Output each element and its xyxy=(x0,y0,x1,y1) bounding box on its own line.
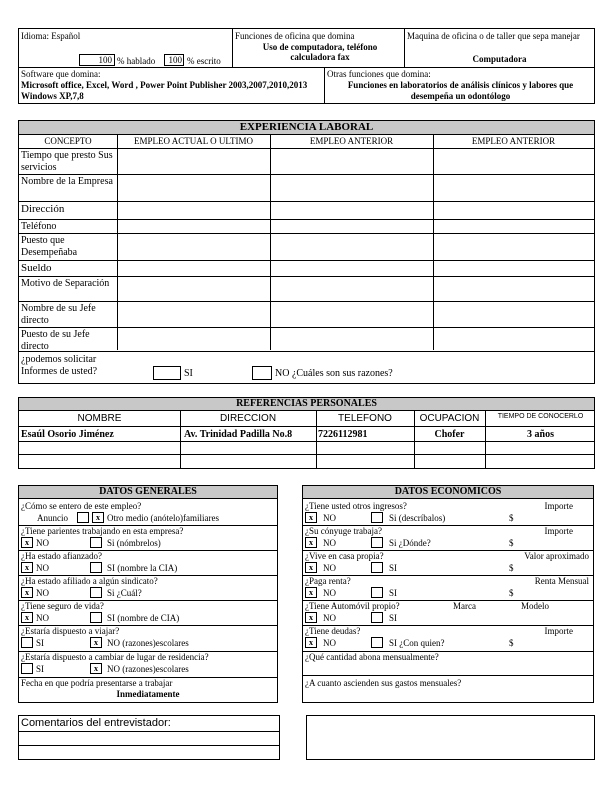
dg-q7: ¿Estaría dispuesto a cambiar de lugar de residencia? xyxy=(21,652,209,662)
solicitar-no-label: NO ¿Cuáles son sus razones? xyxy=(275,368,393,379)
de-q2: ¿Su cónyuge trabaja? xyxy=(305,526,382,536)
solicitar-si-label: SI xyxy=(184,368,193,379)
de-q5-modelo: Modelo xyxy=(521,601,549,611)
dg-q2-si-check[interactable] xyxy=(90,537,102,548)
de-q6-dollar: $ xyxy=(509,638,514,648)
de-q3-valor: Valor aproximado xyxy=(524,551,589,561)
dg-q7-no: NO (razones)escolares xyxy=(107,664,189,674)
dg-q2-no: NO xyxy=(36,538,49,548)
solicitar-si-box[interactable] xyxy=(153,366,181,380)
de-q8: ¿A cuanto ascienden sus gastos mensuales? xyxy=(305,678,462,688)
de-q2-dollar: $ xyxy=(509,538,514,548)
dg-q6-si-check[interactable] xyxy=(21,637,33,648)
de-q4-no: NO xyxy=(323,588,336,598)
datos-generales-title: DATOS GENERALES xyxy=(18,485,278,499)
de-q1-si: Si (descríbalos) xyxy=(389,513,446,523)
dg-q2-no-check[interactable]: x xyxy=(21,537,33,548)
de-q3-si-check[interactable] xyxy=(371,562,383,573)
comentarios-label: Comentarios del entrevistador: xyxy=(21,717,171,729)
de-q3-no: NO xyxy=(323,563,336,573)
de-q4-si-check[interactable] xyxy=(371,587,383,598)
de-q6-no: NO xyxy=(323,638,336,648)
de-q3-dollar: $ xyxy=(509,563,514,573)
de-q1-si-check[interactable] xyxy=(371,512,383,523)
dg-q1-check[interactable] xyxy=(77,512,89,523)
ref-nombre: Esaúl Osorio Jiménez xyxy=(21,429,114,440)
dg-q6-no: NO (razones)escolares xyxy=(107,638,189,648)
dg-q3-si-check[interactable] xyxy=(90,562,102,573)
ref-direccion: Av. Trinidad Padilla No.8 xyxy=(184,429,293,440)
dg-q4: ¿Ha estado afiliado a algún sindicato? xyxy=(21,576,158,586)
solicitar-no-box[interactable] xyxy=(252,366,272,380)
dg-q6-no-check[interactable]: x xyxy=(90,637,102,648)
de-q5-si-check[interactable] xyxy=(371,612,383,623)
ref-telefono: 7226112981 xyxy=(318,429,368,440)
dg-q5-si: SI (nombre de CIA) xyxy=(107,613,180,623)
ref-col-direccion: DIRECCION xyxy=(219,413,277,424)
otras-label: Otras funciones que domina: xyxy=(327,69,431,79)
dg-q3-no-check[interactable]: x xyxy=(21,562,33,573)
de-q5-si: SI xyxy=(389,613,398,623)
dg-q8: Fecha en que podría presentarse a trabajar xyxy=(21,678,173,688)
software-label: Software que domina: xyxy=(21,69,101,79)
maquina-label: Maquina de oficina o de taller que sepa manejar xyxy=(407,31,580,41)
escrito-label: % escrito xyxy=(187,56,221,66)
dg-q2: ¿Tiene parientes trabajando en esta empresa? xyxy=(21,526,184,536)
escrito-field[interactable]: 100 xyxy=(164,54,184,66)
otras-value: Funciones en laboratorios de análisis clínicos y labores que desempeña un odontólogo xyxy=(347,80,574,101)
ref-col-telefono: TELEFONO xyxy=(338,413,392,424)
row-telefono: Teléfono xyxy=(21,221,57,232)
dg-q1: ¿Cómo se entero de este empleo? xyxy=(21,501,142,511)
de-q1: ¿Tiene usted otros ingresos? xyxy=(305,501,407,511)
de-q6-importe: Importe xyxy=(544,626,573,636)
de-q6-si: SI ¿Con quien? xyxy=(389,638,445,648)
de-q2-importe: Importe xyxy=(544,526,573,536)
referencias-table xyxy=(18,410,595,469)
dg-q4-no: NO xyxy=(36,588,49,598)
dg-q1-otro: Otro medio (anótelo)familiares xyxy=(107,513,219,523)
experiencia-title: EXPERIENCIA LABORAL xyxy=(18,120,595,135)
de-q3-si: SI xyxy=(389,563,398,573)
dg-q3-no: NO xyxy=(36,563,49,573)
ref-tiempo: 3 años xyxy=(527,429,554,440)
dg-q4-no-check[interactable]: x xyxy=(21,587,33,598)
referencias-title: REFERENCIAS PERSONALES xyxy=(18,397,595,411)
dg-q7-si-check[interactable] xyxy=(21,663,33,674)
dg-q4-si-check[interactable] xyxy=(90,587,102,598)
comentarios-box-right[interactable] xyxy=(306,715,595,760)
de-q6: ¿Tiene deudas? xyxy=(305,626,361,636)
datos-economicos-box xyxy=(302,498,594,703)
col-actual: EMPLEO ACTUAL O ULTIMO xyxy=(133,136,254,146)
de-q7: ¿Qué cantidad abona mensualmente? xyxy=(305,652,439,662)
de-q5-marca: Marca xyxy=(453,601,476,611)
de-q1-no-check[interactable]: x xyxy=(305,512,317,523)
row-direccion: Dirección xyxy=(21,203,65,215)
de-q5-no: NO xyxy=(323,613,336,623)
row-empresa: Nombre de la Empresa xyxy=(21,176,113,187)
de-q1-dollar: $ xyxy=(509,513,514,523)
row-jefe-nombre: Nombre de su Jefe directo xyxy=(21,303,96,326)
funciones-value: Uso de computadora, teléfono calculadora fax xyxy=(262,42,378,62)
col-concepto: CONCEPTO xyxy=(44,136,92,146)
idioma-label: Idioma: Español xyxy=(21,31,81,41)
dg-q2-si: Si (nómbrelos) xyxy=(107,538,161,548)
de-q2-no: NO xyxy=(323,538,336,548)
row-tiempo: Tiempo que presto Sus servicios xyxy=(21,150,113,173)
de-q5-no-check[interactable]: x xyxy=(305,612,317,623)
row-sueldo: Sueldo xyxy=(21,262,52,274)
comentarios-box xyxy=(18,715,280,760)
ref-col-nombre: NOMBRE xyxy=(77,413,122,424)
col-anterior-2: EMPLEO ANTERIOR xyxy=(471,136,556,146)
de-q2-no-check[interactable]: x xyxy=(305,537,317,548)
solicitar-label: ¿podemos solicitar Informes de usted? xyxy=(21,354,98,377)
dg-q4-si: Si ¿Cuál? xyxy=(107,588,142,598)
dg-q8-value: Inmediatamente xyxy=(116,689,180,699)
de-q3: ¿Vive en casa propia? xyxy=(305,551,384,561)
datos-economicos-title: DATOS ECONOMICOS xyxy=(302,485,594,499)
dg-q5-no: NO xyxy=(36,613,49,623)
hablado-label: % hablado xyxy=(117,56,156,66)
dg-q1-otro-check[interactable]: x xyxy=(92,512,104,523)
dg-q5: ¿Tiene seguro de vida? xyxy=(21,601,104,611)
de-q1-no: NO xyxy=(323,513,336,523)
dg-q7-no-check[interactable]: x xyxy=(90,663,102,674)
software-value: Microsoft office, Excel, Word , Power Point Publisher 2003,2007,2010,2013 Windows XP,7,8 xyxy=(21,80,308,101)
de-q1-importe: Importe xyxy=(544,501,573,511)
dg-q1-anuncio: Anuncio xyxy=(37,513,68,523)
de-q4-renta: Renta Mensual xyxy=(534,576,589,586)
datos-generales-box xyxy=(18,498,278,703)
dg-q5-no-check[interactable]: x xyxy=(21,612,33,623)
dg-q3: ¿Ha estado afianzado? xyxy=(21,551,102,561)
de-q2-si: Si ¿Dónde? xyxy=(389,538,431,548)
dg-q7-si: SI xyxy=(36,664,45,674)
maquina-value: Computadora xyxy=(472,54,527,64)
row-motivo: Motivo de Separación xyxy=(21,278,110,289)
row-puesto: Puesto que Desempeñaba xyxy=(21,235,78,258)
ref-ocupacion: Chofer xyxy=(434,429,465,440)
dg-q3-si: SI (nombre la CIA) xyxy=(107,563,178,573)
hablado-field[interactable]: 100 xyxy=(79,54,115,66)
de-q6-no-check[interactable]: x xyxy=(305,637,317,648)
de-q6-si-check[interactable] xyxy=(371,637,383,648)
de-q4-no-check[interactable]: x xyxy=(305,587,317,598)
dg-q6: ¿Estaría dispuesto a viajar? xyxy=(21,626,120,636)
ref-col-tiempo: TIEMPO DE CONOCERLO xyxy=(497,413,584,420)
ref-col-ocupacion: OCUPACION xyxy=(419,413,480,424)
de-q5: ¿Tiene Automóvil propio? xyxy=(305,601,400,611)
de-q2-si-check[interactable] xyxy=(371,537,383,548)
dg-q5-si-check[interactable] xyxy=(90,612,102,623)
de-q4-si: SI xyxy=(389,588,398,598)
top-info-box xyxy=(18,28,595,104)
col-anterior-1: EMPLEO ANTERIOR xyxy=(309,136,394,146)
de-q4-dollar: $ xyxy=(509,588,514,598)
row-jefe-puesto: Puesto de su Jefe directo xyxy=(21,329,90,352)
dg-q6-si: SI xyxy=(36,638,45,648)
experiencia-table xyxy=(18,134,595,384)
funciones-label: Funciones de oficina que domina xyxy=(235,31,355,41)
de-q4: ¿Paga renta? xyxy=(305,576,351,586)
de-q3-no-check[interactable]: x xyxy=(305,562,317,573)
